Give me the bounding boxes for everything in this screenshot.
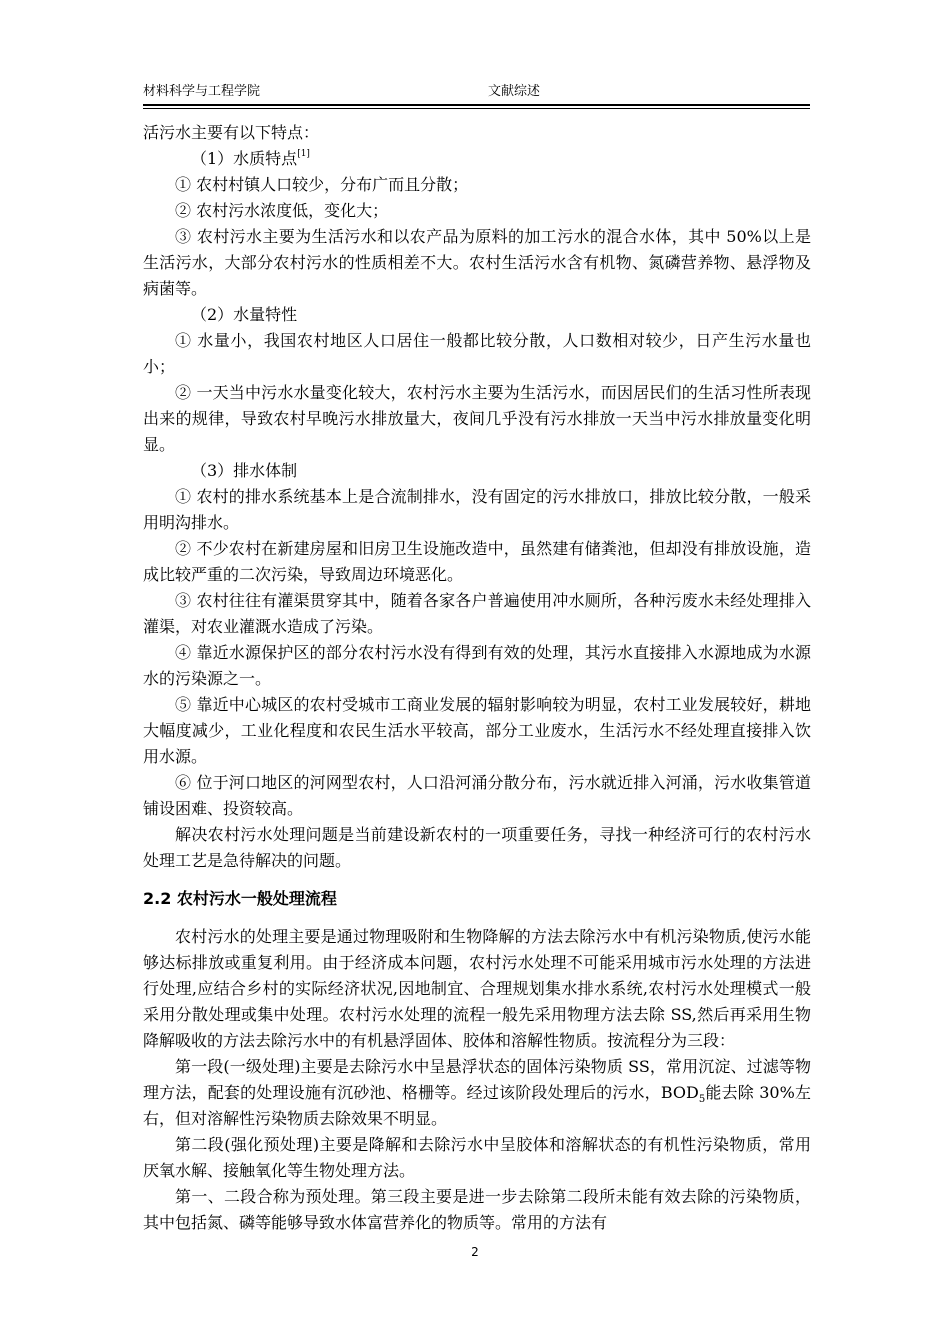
- body-paragraph: 农村污水的处理主要是通过物理吸附和生物降解的方法去除污水中有机污染物质,使污水能够达标排放或重复利用。由于经济成本问题，农村污水处理不可能采用城市污水处理的方法进行处理,应结合乡村的实际经济状况,因地制宜、合理规划集水排水系统,农村污水处理模式一般采用分散处理或集中处理。农村污水处理的流程一般先采用物理方法去除 SS,然后再采用生物降解吸收的方法去除污水中的有机悬浮固体、胶体和溶解性物质。按流程分为三段：: [143, 927, 811, 1050]
- section-title-text: （1）水质特点: [191, 149, 298, 168]
- list-item: ② 农村污水浓度低，变化大；: [175, 201, 389, 220]
- body-paragraph: [143, 1054, 811, 1132]
- header-doc-type: 文献综述: [488, 84, 541, 99]
- list-item: ④ 靠近水源保护区的部分农村污水没有得到有效的处理，其污水直接排入水源地成为水源水的污染源之一。: [143, 643, 811, 688]
- list-item: ① 水量小，我国农村地区人口居住一般都比较分散，人口数相对较少，日产生污水量也小；: [143, 331, 811, 376]
- section-water-quality-title: [143, 146, 811, 172]
- list-item: ⑤ 靠近中心城区的农村受城市工商业发展的辐射影响较为明显，农村工业发展较好，耕地大幅度减少，工业化程度和农民生活水平较高，部分工业废水，生活污水不经处理直接排入饮用水源。: [143, 695, 811, 766]
- header-rule-thick: [143, 104, 810, 106]
- list-item: ② 一天当中污水水量变化较大，农村污水主要为生活污水，而因居民们的生活习性所表现出来的规律，导致农村早晚污水排放量大，夜间几乎没有污水排放一天当中污水排放量变化明显。: [143, 383, 811, 454]
- conclusion-paragraph: 解决农村污水处理问题是当前建设新农村的一项重要任务，寻找一种经济可行的农村污水处理工艺是急待解决的问题。: [143, 825, 811, 870]
- header-school: 材料科学与工程学院: [143, 84, 261, 99]
- list-item: ② 不少农村在新建房屋和旧房卫生设施改造中，虽然建有储粪池，但却没有排放设施，造成比较严重的二次污染，导致周边环境恶化。: [143, 539, 811, 584]
- header-rule-thin: [143, 108, 810, 109]
- list-item: ① 农村村镇人口较少，分布广而且分散；: [175, 175, 469, 194]
- page-header: [143, 82, 809, 102]
- subscript: 5: [698, 1094, 706, 1106]
- citation-ref: [1]: [297, 148, 310, 159]
- paragraph-text: 能去除 30%左右，但对溶解性污染物质去除效果不明显。: [143, 1083, 811, 1128]
- document-body: [143, 120, 811, 1236]
- paragraph-text: 第一段(一级处理)主要是去除污水中呈悬浮状态的固体污染物质 SS，常用沉淀、过滤等物理方法，配套的处理设施有沉砂池、格栅等。经过该阶段处理后的污水，BOD: [143, 1057, 811, 1102]
- list-item: ③ 农村污水主要为生活污水和以农产品为原料的加工污水的混合水体，其中 50%以上是生活污水，大部分农村污水的性质相差不大。农村生活污水含有机物、氮磷营养物、悬浮物及病菌等。: [143, 227, 811, 298]
- section-heading: 2.2 农村污水一般处理流程: [143, 889, 337, 908]
- list-item: ③ 农村往往有灌渠贯穿其中，随着各家各户普遍使用冲水厕所，各种污废水未经处理排入灌渠，对农业灌溉水造成了污染。: [143, 591, 811, 636]
- body-paragraph: 第一、二段合称为预处理。第三段主要是进一步去除第二段所未能有效去除的污染物质，其中包括氮、磷等能够导致水体富营养化的物质等。常用的方法有: [143, 1187, 811, 1232]
- list-item: ① 农村的排水系统基本上是合流制排水，没有固定的污水排放口，排放比较分散，一般采用明沟排水。: [143, 487, 811, 532]
- intro-line: 活污水主要有以下特点：: [143, 123, 320, 142]
- section-water-volume-title: （2）水量特性: [191, 305, 298, 324]
- list-item: ⑥ 位于河口地区的河网型农村，人口沿河涌分散分布，污水就近排入河涌，污水收集管道铺设困难、投资较高。: [143, 773, 811, 818]
- body-paragraph: 第二段(强化预处理)主要是降解和去除污水中呈胶体和溶解状态的有机性污染物质，常用厌氧水解、接触氧化等生物处理方法。: [143, 1135, 811, 1180]
- section-drainage-title: （3）排水体制: [191, 461, 298, 480]
- page-number: 2: [471, 1245, 479, 1259]
